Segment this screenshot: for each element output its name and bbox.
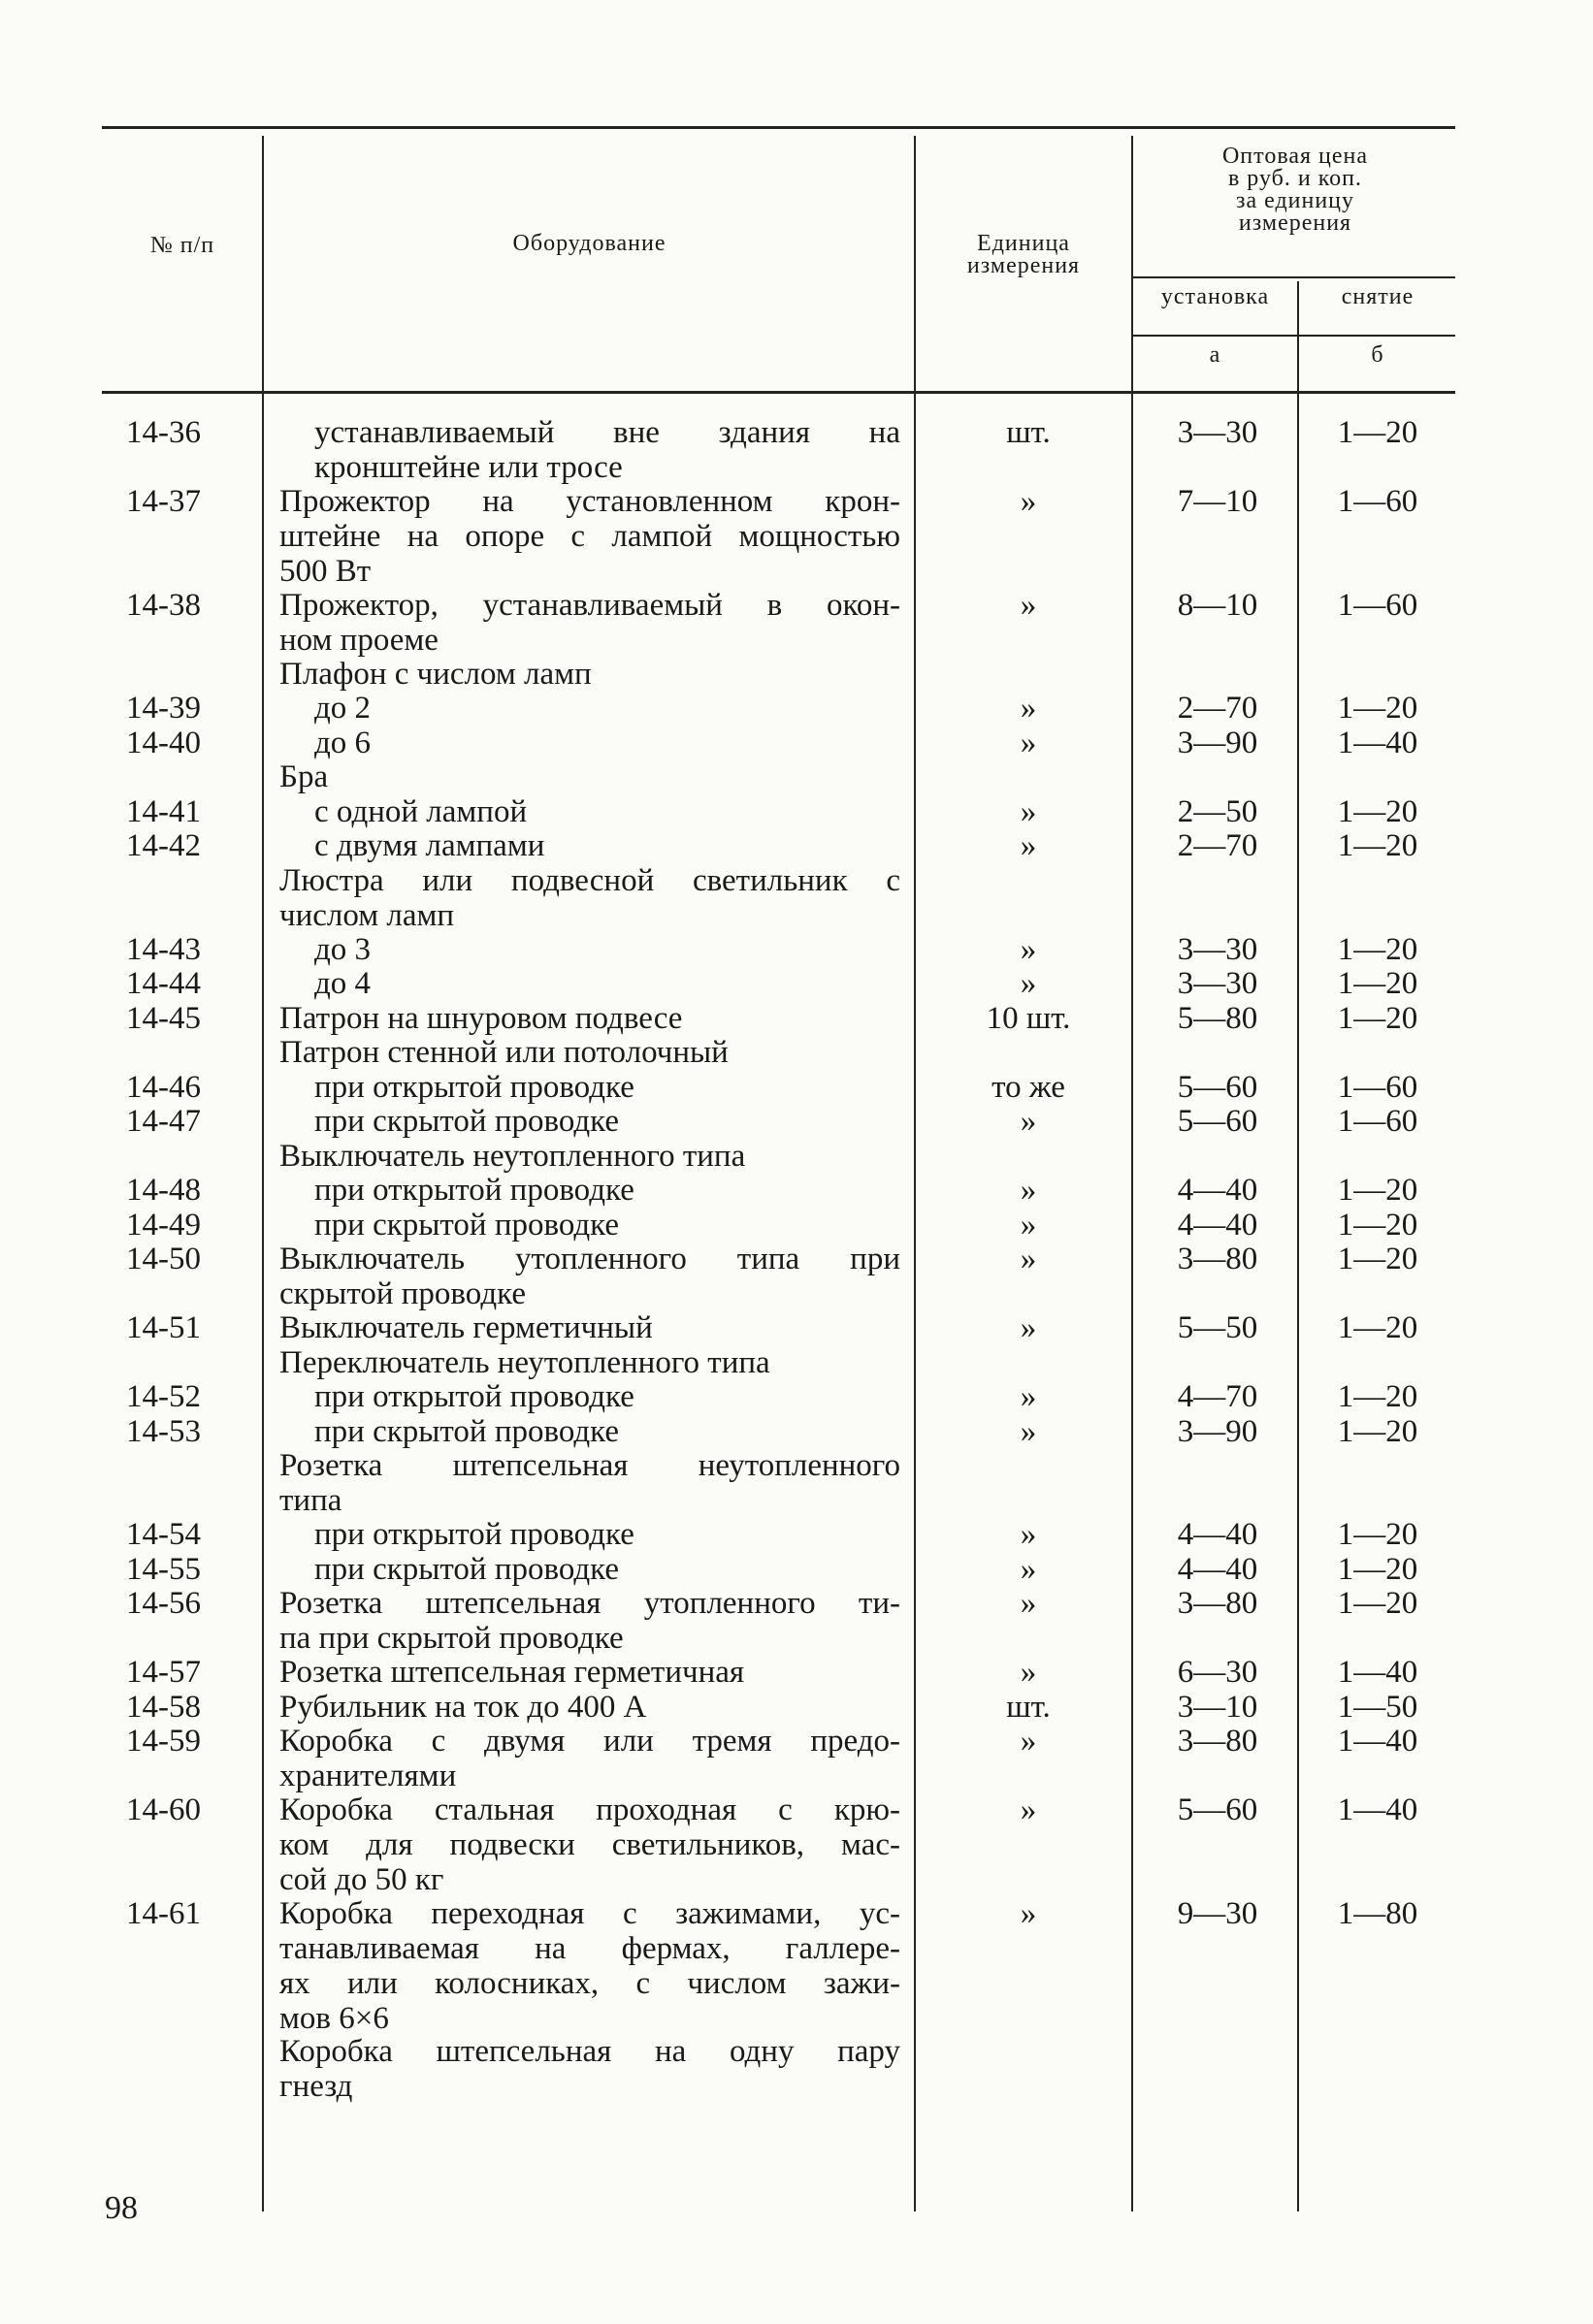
- unit-of-measure: »: [1020, 1242, 1037, 1276]
- equipment-name-line: Патрон на шнуровом подвесе: [279, 1001, 683, 1036]
- equipment-name-line: Розетка штепсельная утопленного ти-: [279, 1586, 900, 1621]
- row-number: 14-36: [126, 415, 201, 450]
- equipment-name-line: Коробка переходная с зажимами, ус-: [279, 1896, 900, 1931]
- price-install: 4—40: [1177, 1208, 1258, 1243]
- row-number: 14-50: [126, 1242, 201, 1276]
- price-install: 3—80: [1177, 1586, 1258, 1621]
- unit-of-measure: »: [1020, 1552, 1037, 1587]
- equipment-name: [314, 932, 935, 967]
- unit-of-measure: »: [1020, 1414, 1037, 1449]
- unit-of-measure: »: [1020, 1208, 1037, 1243]
- price-remove: 1—20: [1337, 1517, 1418, 1552]
- unit-of-measure: »: [1020, 1655, 1037, 1690]
- row-number: 14-56: [126, 1586, 201, 1621]
- equipment-name: [314, 1379, 935, 1414]
- unit-of-measure: »: [1020, 1173, 1037, 1208]
- price-install: 5—60: [1177, 1792, 1258, 1827]
- equipment-name-line: 500 Вт: [279, 554, 372, 589]
- equipment-name: [279, 1310, 900, 1345]
- equipment-name-line: сой до 50 кг: [279, 1862, 444, 1897]
- unit-of-measure: шт.: [1006, 1690, 1051, 1725]
- price-install: 6—30: [1177, 1655, 1258, 1690]
- equipment-name-line: Патрон стенной или потолочный: [279, 1035, 729, 1070]
- price-remove: 1—60: [1337, 588, 1418, 623]
- equipment-name-line: Розетка штепсельная неутопленного: [279, 1448, 900, 1483]
- price-remove: 1—20: [1337, 1208, 1418, 1243]
- row-number: 14-48: [126, 1173, 201, 1208]
- price-remove: 1—20: [1337, 1310, 1418, 1345]
- row-number: 14-45: [126, 1001, 201, 1036]
- price-subheader-rule: [1133, 276, 1455, 278]
- price-install: 3—10: [1177, 1690, 1258, 1725]
- equipment-name: [314, 1414, 935, 1449]
- row-number: 14-43: [126, 932, 201, 967]
- equipment-name: [314, 794, 935, 829]
- row-number: 14-54: [126, 1517, 201, 1552]
- price-install: 4—40: [1177, 1173, 1258, 1208]
- equipment-name: [279, 1139, 900, 1174]
- row-number: 14-51: [126, 1310, 201, 1345]
- row-number: 14-55: [126, 1552, 201, 1587]
- price-remove: 1—60: [1337, 1104, 1418, 1139]
- row-number: 14-44: [126, 966, 201, 1001]
- price-remove: 1—20: [1337, 932, 1418, 967]
- equipment-name-line: при скрытой проводке: [314, 1414, 620, 1449]
- equipment-name: [279, 1655, 900, 1690]
- equipment-name: [314, 691, 935, 726]
- header-bottom-rule: [102, 391, 1455, 394]
- unit-of-measure: »: [1020, 966, 1037, 1001]
- price-letter-rule: [1133, 335, 1455, 337]
- equipment-name: [279, 863, 900, 933]
- price-install: 3—30: [1177, 932, 1258, 967]
- header-remove: снятие: [1341, 284, 1414, 309]
- page-number: 98: [105, 2190, 138, 2226]
- unit-of-measure: »: [1020, 828, 1037, 863]
- equipment-name-line: Выключатель утопленного типа при: [279, 1242, 900, 1276]
- equipment-name-line: Розетка штепсельная герметичная: [279, 1655, 745, 1690]
- price-remove: 1—20: [1337, 966, 1418, 1001]
- unit-of-measure: »: [1020, 1896, 1037, 1931]
- unit-of-measure: »: [1020, 1586, 1037, 1621]
- equipment-name-line: Плафон с числом ламп: [279, 657, 592, 692]
- price-remove: 1—20: [1337, 1552, 1418, 1587]
- unit-of-measure: »: [1020, 1517, 1037, 1552]
- price-install: 2—70: [1177, 691, 1258, 726]
- unit-of-measure: шт.: [1006, 415, 1051, 450]
- equipment-name: [279, 1586, 900, 1656]
- price-install: 5—60: [1177, 1070, 1258, 1105]
- equipment-name-line: Выключатель герметичный: [279, 1310, 653, 1345]
- equipment-name: [314, 726, 935, 760]
- equipment-name: [314, 1517, 935, 1552]
- equipment-name: [314, 1070, 935, 1105]
- equipment-name-line: хранителями: [279, 1759, 457, 1793]
- equipment-name-line: па при скрытой проводке: [279, 1621, 624, 1656]
- equipment-name-line: типа: [279, 1483, 342, 1518]
- equipment-name: [279, 588, 900, 658]
- equipment-name: [279, 415, 900, 485]
- header-price-line: измерения: [1238, 210, 1352, 236]
- equipment-name-line: Прожектор, устанавливаемый в окон-: [279, 588, 900, 623]
- price-remove: 1—20: [1337, 828, 1418, 863]
- unit-of-measure: »: [1020, 932, 1037, 967]
- price-remove: 1—40: [1337, 726, 1418, 760]
- price-install: 5—80: [1177, 1001, 1258, 1036]
- row-number: 14-39: [126, 691, 201, 726]
- equipment-name-line: мов 6×6: [279, 2001, 389, 2036]
- equipment-name-line: при открытой проводке: [314, 1379, 634, 1414]
- price-remove: 1—20: [1337, 794, 1418, 829]
- equipment-name: [279, 2034, 900, 2104]
- price-install: 8—10: [1177, 588, 1258, 623]
- equipment-name: [279, 1448, 900, 1518]
- header-price-line: Оптовая цена: [1221, 144, 1369, 169]
- equipment-name-line: Прожектор на установленном крон-: [279, 484, 900, 519]
- price-install: 4—40: [1177, 1552, 1258, 1587]
- equipment-name: [279, 759, 900, 794]
- equipment-name: [314, 1173, 935, 1208]
- unit-of-measure: »: [1020, 1792, 1037, 1827]
- unit-of-measure: »: [1020, 1379, 1037, 1414]
- row-number: 14-59: [126, 1724, 201, 1759]
- equipment-name: [314, 1552, 935, 1587]
- equipment-name-line: при скрытой проводке: [314, 1104, 620, 1139]
- equipment-name-line: до 4: [314, 966, 372, 1001]
- equipment-name-line: ком для подвески светильников, мас-: [279, 1827, 900, 1862]
- equipment-name-line: Коробка стальная проходная с крю-: [279, 1792, 900, 1827]
- equipment-name-line: до 3: [314, 932, 372, 967]
- header-price-line: за единицу: [1235, 188, 1355, 213]
- equipment-name: [279, 1242, 900, 1311]
- equipment-name: [279, 1345, 900, 1380]
- equipment-name-line: кронштейне или тросе: [314, 450, 623, 485]
- price-remove: 1—60: [1337, 484, 1418, 519]
- price-install: 3—30: [1177, 966, 1258, 1001]
- price-remove: 1—50: [1337, 1690, 1418, 1725]
- unit-of-measure: »: [1020, 1724, 1037, 1759]
- price-install: 4—70: [1177, 1379, 1258, 1414]
- row-number: 14-46: [126, 1070, 201, 1105]
- row-number: 14-61: [126, 1896, 201, 1931]
- price-install: 3—90: [1177, 726, 1258, 760]
- equipment-name: [279, 1792, 900, 1897]
- col-divider-1: [262, 136, 264, 2211]
- equipment-name: [279, 1690, 900, 1725]
- row-number: 14-37: [126, 484, 201, 519]
- equipment-name-line: при открытой проводке: [314, 1173, 634, 1208]
- price-install: 3—90: [1177, 1414, 1258, 1449]
- equipment-name-line: ях или колосниках, с числом зажи-: [279, 1966, 900, 2001]
- header-unit: Единица измерения: [966, 231, 1081, 278]
- equipment-name-line: устанавливаемый вне здания на: [314, 415, 900, 450]
- header-a: а: [1209, 342, 1221, 368]
- row-number: 14-53: [126, 1414, 201, 1449]
- equipment-name: [279, 1001, 900, 1036]
- equipment-name-line: с двумя лампами: [314, 828, 545, 863]
- unit-of-measure: »: [1020, 588, 1037, 623]
- header-price-line: в руб. и коп.: [1227, 166, 1363, 191]
- equipment-name-line: с одной лампой: [314, 794, 528, 829]
- equipment-name: [314, 966, 935, 1001]
- price-install: 7—10: [1177, 484, 1258, 519]
- equipment-name-line: Коробка штепсельная на одну пару: [279, 2034, 900, 2069]
- price-remove: 1—20: [1337, 1001, 1418, 1036]
- equipment-name-line: ном проеме: [279, 623, 439, 658]
- unit-of-measure: »: [1020, 691, 1037, 726]
- price-install: 2—50: [1177, 794, 1258, 829]
- equipment-name-line: при открытой проводке: [314, 1070, 634, 1105]
- equipment-name-line: до 2: [314, 691, 372, 726]
- header-equipment: Оборудование: [512, 231, 666, 256]
- row-number: 14-49: [126, 1208, 201, 1243]
- row-number: 14-38: [126, 588, 201, 623]
- price-remove: 1—40: [1337, 1655, 1418, 1690]
- price-remove: 1—20: [1337, 415, 1418, 450]
- row-number: 14-58: [126, 1690, 201, 1725]
- unit-of-measure: »: [1020, 726, 1037, 760]
- price-remove: 1—60: [1337, 1070, 1418, 1105]
- equipment-name-line: штейне на опоре с лампой мощностью: [279, 519, 900, 554]
- price-install: 4—40: [1177, 1517, 1258, 1552]
- unit-of-measure: »: [1020, 794, 1037, 829]
- price-remove: 1—40: [1337, 1724, 1418, 1759]
- equipment-name-line: Переключатель неутопленного типа: [279, 1345, 770, 1380]
- price-remove: 1—80: [1337, 1896, 1418, 1931]
- table-top-rule: [102, 126, 1455, 129]
- unit-of-measure: 10 шт.: [986, 1001, 1071, 1036]
- row-number: 14-41: [126, 794, 201, 829]
- row-number: 14-40: [126, 726, 201, 760]
- equipment-name-line: числом ламп: [279, 898, 455, 933]
- header-b: б: [1371, 342, 1384, 368]
- equipment-name-line: при скрытой проводке: [314, 1208, 620, 1243]
- equipment-name-line: Выключатель неутопленного типа: [279, 1139, 746, 1174]
- equipment-name: [279, 484, 900, 589]
- equipment-name-line: до 6: [314, 726, 372, 760]
- equipment-name-line: Люстра или подвесной светильник с: [279, 863, 900, 898]
- header-num: № п/п: [149, 233, 215, 258]
- price-remove: 1—20: [1337, 1586, 1418, 1621]
- price-install: 3—80: [1177, 1242, 1258, 1276]
- equipment-name: [314, 1104, 935, 1139]
- row-number: 14-47: [126, 1104, 201, 1139]
- unit-of-measure: »: [1020, 1310, 1037, 1345]
- equipment-name: [314, 1208, 935, 1243]
- price-install: 9—30: [1177, 1896, 1258, 1931]
- unit-of-measure: то же: [992, 1070, 1065, 1105]
- equipment-name-line: гнезд: [279, 2069, 353, 2104]
- equipment-name-line: танавливаемая на фермах, галлере-: [279, 1931, 900, 1966]
- unit-of-measure: »: [1020, 484, 1037, 519]
- equipment-name-line: при скрытой проводке: [314, 1552, 620, 1587]
- row-number: 14-60: [126, 1792, 201, 1827]
- price-remove: 1—20: [1337, 1379, 1418, 1414]
- equipment-name-line: при открытой проводке: [314, 1517, 634, 1552]
- equipment-name: [279, 1724, 900, 1793]
- price-remove: 1—40: [1337, 1792, 1418, 1827]
- equipment-name-line: Бра: [279, 759, 329, 794]
- row-number: 14-57: [126, 1655, 201, 1690]
- equipment-name-line: скрытой проводке: [279, 1276, 526, 1311]
- price-install: 5—50: [1177, 1310, 1258, 1345]
- equipment-name: [314, 828, 935, 863]
- equipment-name: [279, 1035, 900, 1070]
- equipment-name-line: Рубильник на ток до 400 А: [279, 1690, 647, 1725]
- price-install: 3—30: [1177, 415, 1258, 450]
- row-number: 14-42: [126, 828, 201, 863]
- equipment-name: [279, 657, 900, 692]
- unit-of-measure: »: [1020, 1104, 1037, 1139]
- equipment-name: [279, 1896, 900, 2036]
- price-remove: 1—20: [1337, 1242, 1418, 1276]
- header-install: установка: [1160, 284, 1270, 309]
- price-remove: 1—20: [1337, 691, 1418, 726]
- price-install: 3—80: [1177, 1724, 1258, 1759]
- price-remove: 1—20: [1337, 1173, 1418, 1208]
- header-price: [1135, 145, 1455, 235]
- equipment-name-line: Коробка с двумя или тремя предо-: [279, 1724, 900, 1759]
- row-number: 14-52: [126, 1379, 201, 1414]
- price-install: 5—60: [1177, 1104, 1258, 1139]
- price-install: 2—70: [1177, 828, 1258, 863]
- price-remove: 1—20: [1337, 1414, 1418, 1449]
